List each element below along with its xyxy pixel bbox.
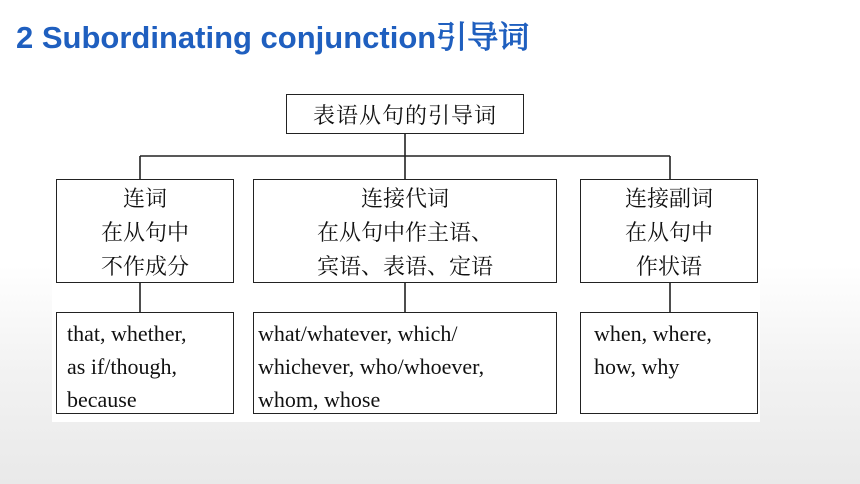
category-line: 在从句中 [624, 221, 713, 246]
example-line: whichever, who/whoever, [258, 354, 485, 379]
example-line: whom, whose [258, 387, 381, 412]
category-line: 宾语、表语、定语 [316, 255, 493, 280]
category-line: 连词 [122, 187, 167, 212]
category-box-connective-pronoun [253, 179, 557, 283]
example-line: as if/though, [67, 354, 177, 379]
slide-title: 2 Subordinating conjunction引导词 [16, 20, 530, 55]
category-line: 连接副词 [624, 187, 713, 212]
category-line: 作状语 [635, 255, 702, 280]
conjunction-tree-diagram [52, 80, 760, 422]
category-box-connective-adverb [580, 179, 758, 283]
example-line: what/whatever, which/ [258, 321, 458, 346]
category-line: 在从句中作主语、 [316, 221, 493, 246]
example-line: how, why [594, 354, 680, 379]
category-line: 在从句中 [100, 221, 189, 246]
examples-box-connective-pronoun [253, 312, 557, 414]
example-line: that, whether, [67, 321, 187, 346]
examples-box-conjunction [56, 312, 234, 414]
examples-box-connective-adverb [580, 312, 758, 414]
root-box: 表语从句的引导词 [286, 94, 524, 134]
category-box-conjunction [56, 179, 234, 283]
category-line: 连接代词 [360, 187, 449, 212]
example-line: when, where, [594, 321, 712, 346]
category-line: 不作成分 [100, 255, 189, 280]
example-line: because [67, 387, 137, 412]
